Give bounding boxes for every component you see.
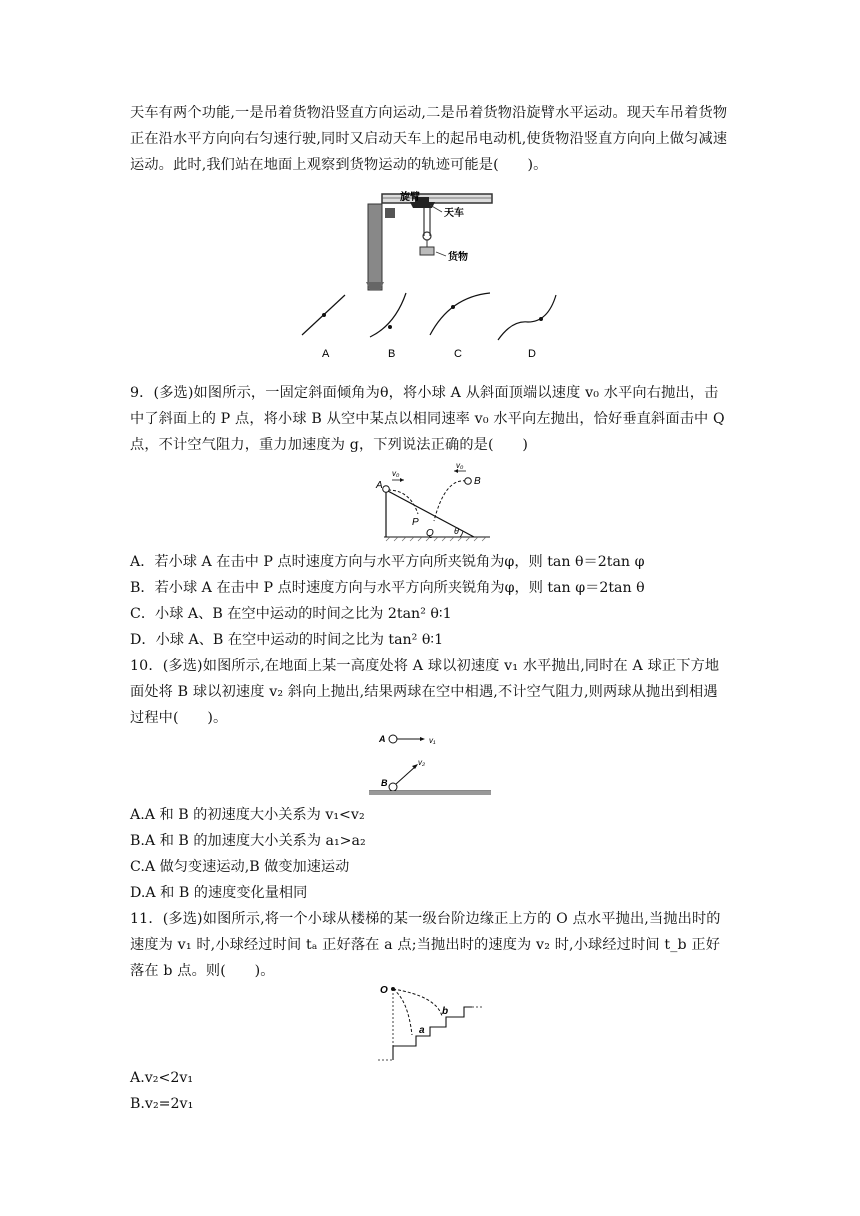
q9-option-d: D．小球 A、B 在空中运动的时间之比为 tan² θ∶1 — [130, 632, 444, 648]
q9-option-c: C．小球 A、B 在空中运动的时间之比为 2tan² θ∶1 — [130, 606, 452, 622]
choice-d-curve — [498, 295, 556, 360]
crane-figure — [360, 190, 500, 290]
v0-right-label: v₀ — [456, 461, 464, 470]
choice-a-label: A — [322, 348, 330, 360]
point-a-label: a — [419, 1025, 425, 1036]
choice-c-curve — [430, 293, 490, 360]
arm-label: 旋臂 — [400, 192, 420, 203]
ball-b-label: B — [381, 778, 388, 788]
incline-figure — [370, 462, 500, 547]
q11-text: 11．(多选)如图所示,将一个小球从楼梯的某一级台阶边缘正上方的 O 点水平抛出,当抛出时的速度为 v₁ 时,小球经过时间 tₐ 正好落在 a 点;当抛出时的速度为 v₂ 时,小球经过时间 t_b 正好落在 b 点。则( )。 — [130, 911, 721, 979]
v2-label: v₂ — [418, 758, 426, 767]
q10-option-c: C.A 做匀变速运动,B 做变加速运动 — [130, 859, 350, 875]
point-b-label: b — [442, 1006, 449, 1017]
ball-b-label: B — [474, 476, 481, 487]
q10-option-b: B.A 和 B 的加速度大小关系为 a₁>a₂ — [130, 833, 366, 849]
choice-d-label: D — [528, 348, 536, 360]
crane-label: 天车 — [444, 208, 464, 219]
two-balls-figure — [365, 728, 495, 800]
choice-c-label: C — [454, 348, 462, 360]
q10-option-a: A.A 和 B 的初速度大小关系为 v₁<v₂ — [130, 807, 365, 823]
v0-left-label: v₀ — [392, 469, 400, 478]
choice-b-curve — [370, 293, 406, 360]
ball-a-label: A — [379, 734, 386, 744]
ball-a-label: A — [376, 480, 383, 491]
theta-label: θ — [454, 526, 459, 536]
trajectory-choices — [290, 285, 560, 365]
q8-text: 天车有两个功能,一是吊着货物沿竖直方向运动,二是吊着货物沿旋臂水平运动。现天车吊着货物正在沿水平方向向右匀速行驶,同时又启动天车上的起吊电动机,使货物沿竖直方向向上做匀减速运动。此时,我们站在地面上观察到货物运动的轨迹可能是( )。 — [130, 105, 728, 173]
point-p-label: P — [412, 517, 419, 528]
q9-text: 9．(多选)如图所示，一固定斜面倾角为θ，将小球 A 从斜面顶端以速度 v₀ 水平向右抛出，击中了斜面上的 P 点，将小球 B 从空中某点以相同速率 v₀ 水平向左抛出，恰好垂直斜面击中 Q 点，不计空气阻力，重力加速度为 g，下列说法正确的是( ) — [130, 385, 725, 453]
v1-label: v₁ — [429, 736, 436, 745]
staircase-figure — [368, 980, 488, 1062]
q9-option-b: B．若小球 A 在击中 P 点时速度方向与水平方向所夹锐角为φ，则 tan φ＝2tan θ — [130, 580, 645, 596]
point-q-label: Q — [426, 528, 434, 539]
choice-b-label: B — [388, 348, 396, 360]
choice-a-curve — [302, 295, 345, 360]
point-o-label: O — [380, 985, 388, 996]
q9-option-a: A．若小球 A 在击中 P 点时速度方向与水平方向所夹锐角为φ，则 tan θ＝2tan φ — [130, 554, 645, 570]
q11-option-a: A.v₂<2v₁ — [130, 1070, 194, 1086]
q10-text: 10．(多选)如图所示,在地面上某一高度处将 A 球以初速度 v₁ 水平抛出,同时在 A 球正下方地面处将 B 球以初速度 v₂ 斜向上抛出,结果两球在空中相遇,不计空气阻力,则两球从抛出到相遇过程中( )。 — [130, 658, 720, 726]
q11-option-b: B.v₂=2v₁ — [130, 1096, 194, 1112]
cargo-label: 货物 — [448, 252, 468, 263]
q10-option-d: D.A 和 B 的速度变化量相同 — [130, 885, 308, 901]
